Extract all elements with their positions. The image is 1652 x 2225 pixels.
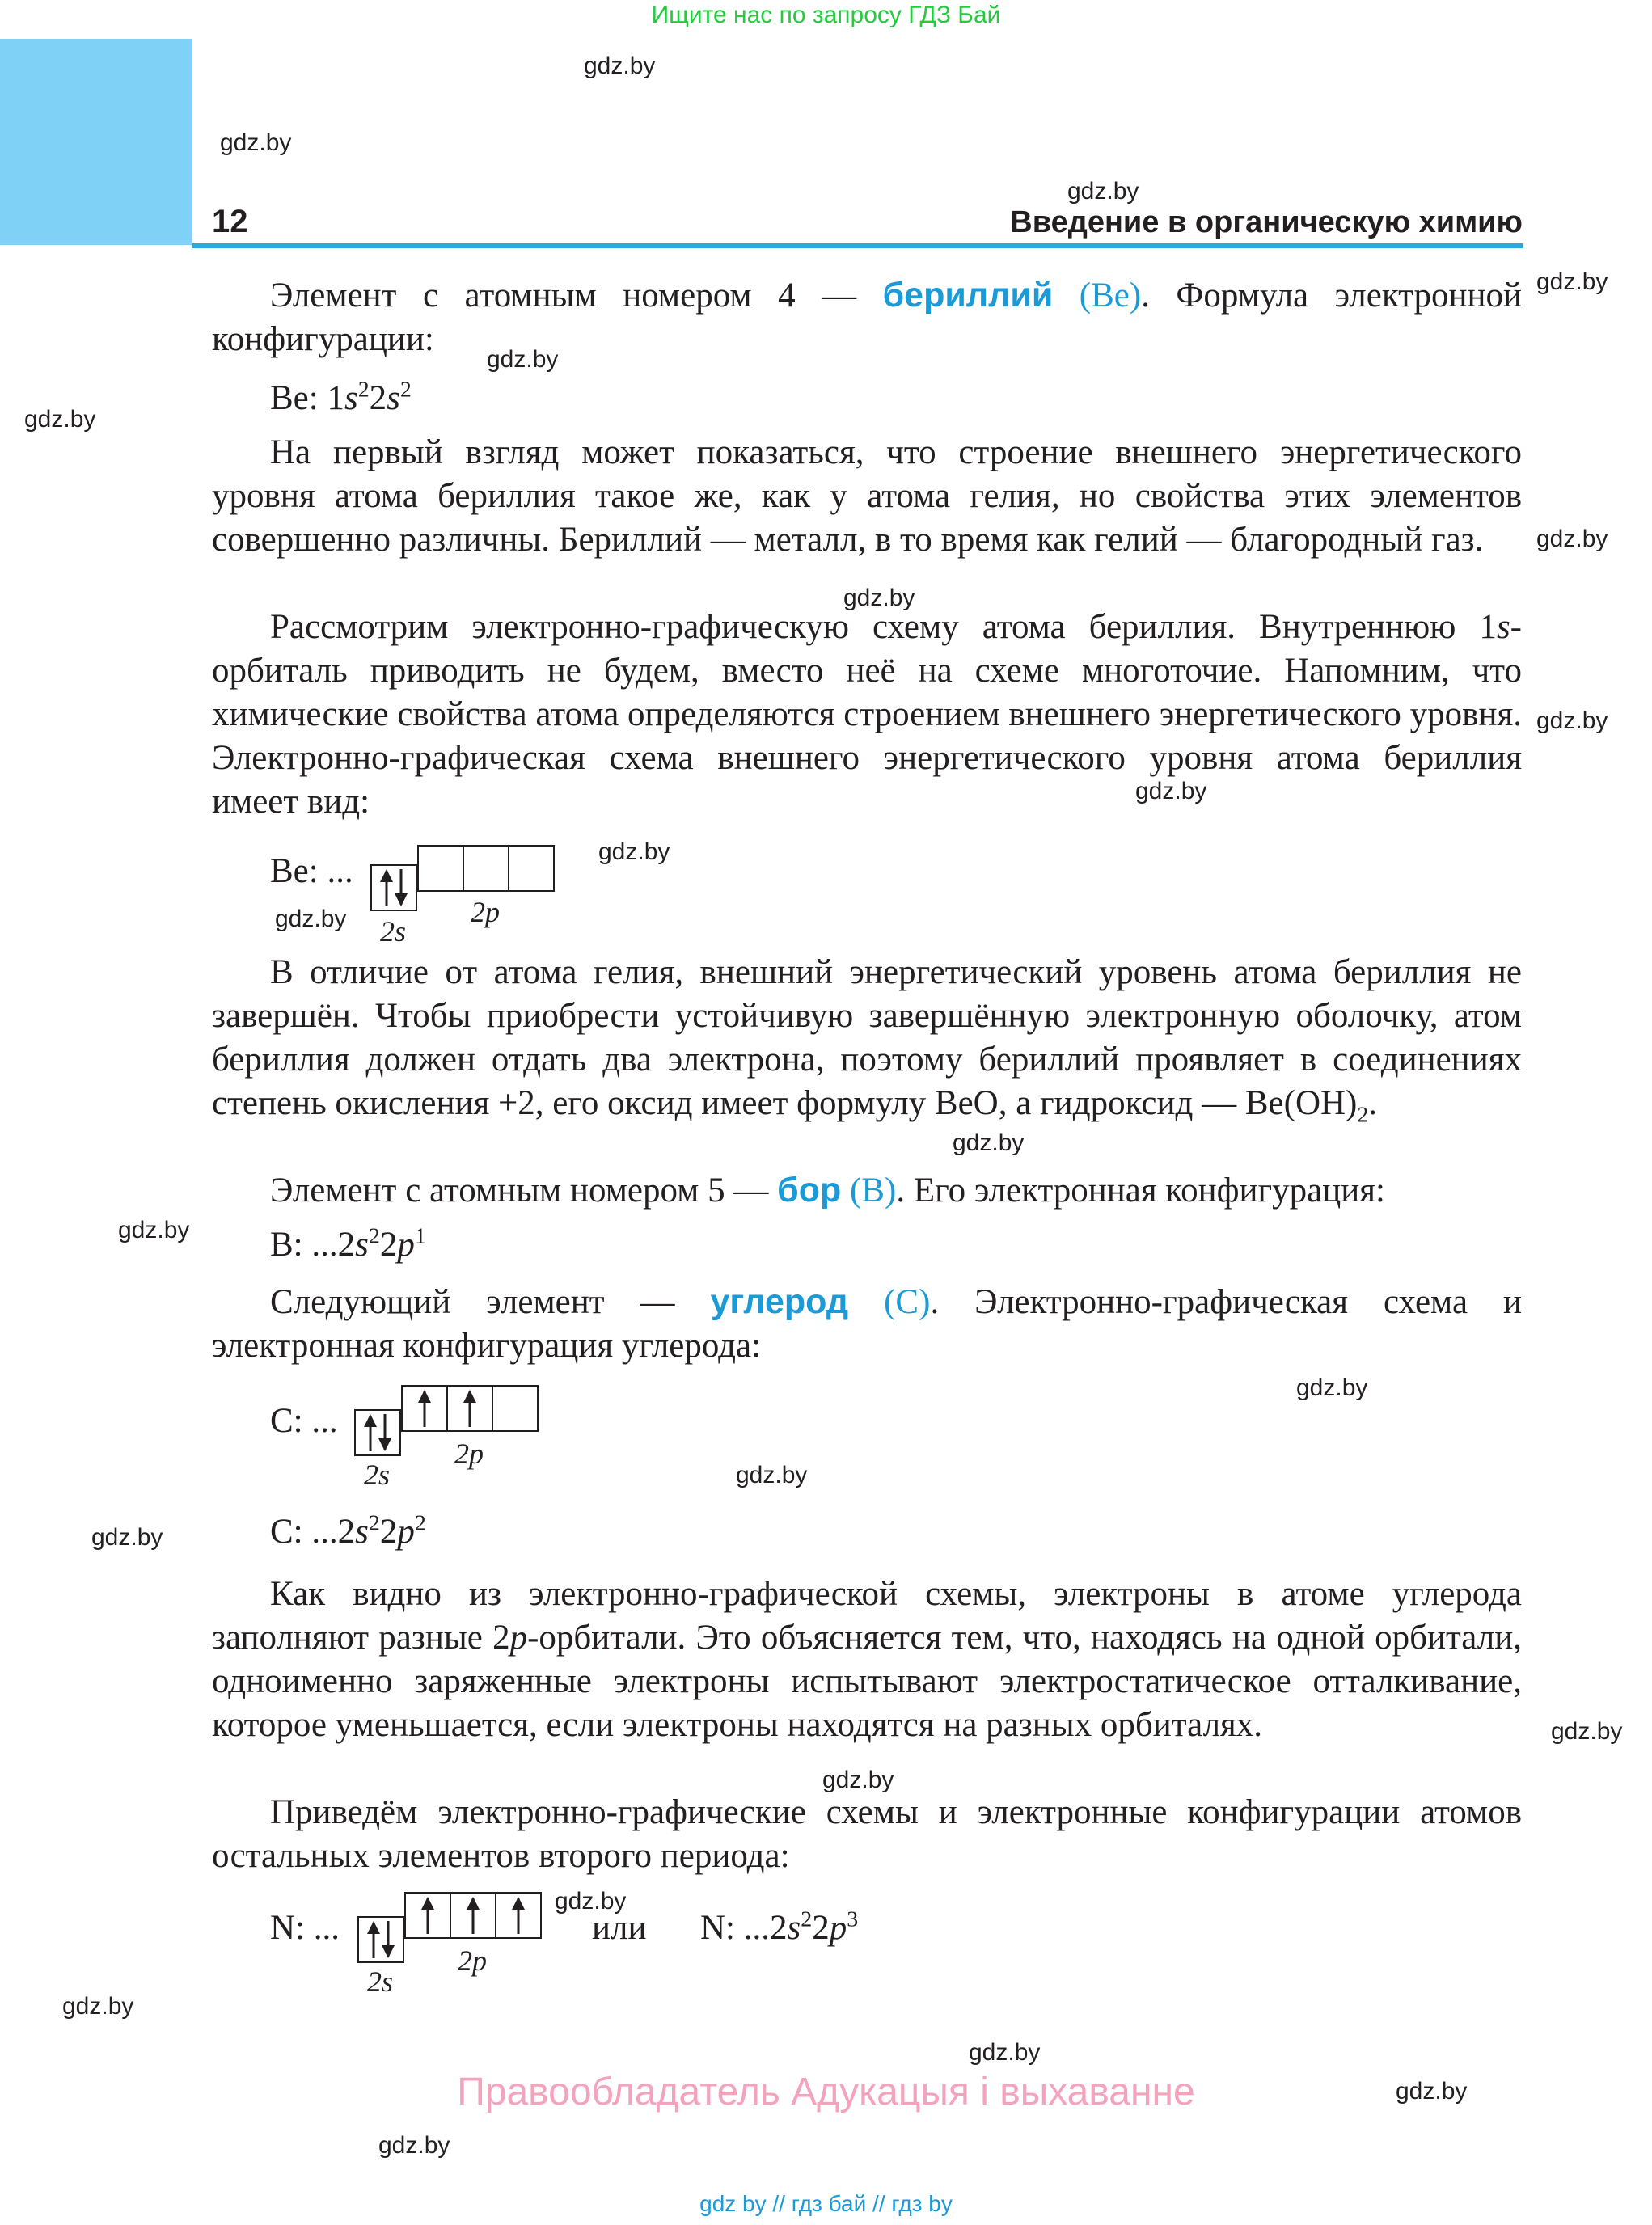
watermark: gdz.by — [62, 1993, 134, 2020]
orbital-diagram-c — [270, 1385, 594, 1490]
watermark: gdz.by — [843, 585, 915, 611]
paragraph: Как видно из электронно-графической схемы, электроны в атоме углерода заполняют разные 2p-орбитали. Это объясняется тем, что, находясь на одной орбитали, одноименно заряженные электроны испытывают электростатическое отталкивание, которое уменьшается, если электроны находятся на разных орбиталях. — [212, 1575, 1522, 1744]
copyright-owner: Правообладатель Адукацыя і выхаванне — [457, 2071, 1195, 2113]
watermark: gdz.by — [91, 1524, 163, 1551]
formula-c: C: $...2s^22p^2$ — [270, 1510, 426, 1551]
watermark: gdz.by — [378, 2132, 450, 2159]
watermark: gdz.by — [275, 906, 347, 932]
orbital-2s-box — [357, 1916, 404, 1963]
paragraph: Следующий элемент — углерод (C). Электронно-графическая схема и электронная конфигурация углерода: — [212, 1282, 1522, 1365]
paired-electrons-icon — [372, 866, 416, 910]
paragraph: В отличие от атома гелия, внешний энергетический уровень атома бериллия не завершён. Чтобы приобрести устойчивую завершённую электронную оболочку, атом бериллия должен отдать два электрона, поэтому бериллий проявляет в соединениях степень окисления +2, его оксид имеет формулу BeO, а гидроксид — $Be(OH)_2$. — [212, 953, 1522, 1128]
watermark: gdz.by — [1551, 1718, 1623, 1745]
keyword-beryllium: бериллий — [882, 276, 1054, 315]
paragraph: Приведём электронно-графические схемы и электронные конфигурации атомов остальных элементов второго периода: — [212, 1793, 1522, 1875]
diagram-label: Be: ... — [270, 852, 353, 890]
page-title: Введение в органическую химию — [1010, 205, 1523, 239]
watermark: gdz.by — [220, 129, 292, 156]
orbital-2p-label: 2p — [458, 1944, 487, 1977]
paired-electrons-icon — [359, 1918, 403, 1961]
up-electron-icon — [403, 1387, 446, 1430]
watermark: gdz.by — [1296, 1374, 1368, 1401]
orbital-2p-label: 2p — [471, 896, 500, 928]
watermark: gdz.by — [969, 2039, 1041, 2066]
or-word: или — [592, 1909, 647, 1947]
up-electron-icon — [496, 1894, 540, 1937]
orbital-2p-box — [508, 845, 555, 892]
watermark: gdz.by — [736, 1462, 808, 1488]
header-rule — [192, 243, 1523, 248]
keyword-carbon: углерод — [710, 1282, 849, 1321]
up-electron-icon — [406, 1894, 450, 1937]
watermark: gdz.by — [555, 1888, 627, 1915]
formula-n: N: $...2s^22p^3$ — [700, 1906, 859, 1947]
orbital-2p-box — [463, 845, 509, 892]
page-corner-tab — [0, 39, 192, 245]
orbital-2p-box — [401, 1385, 448, 1432]
footer-links[interactable]: gdz by // гдз бай // гдз by — [699, 2191, 953, 2216]
up-electron-icon — [451, 1894, 495, 1937]
watermark: gdz.by — [584, 53, 656, 79]
paragraph: Рассмотрим электронно-графическую схему атома бериллия. Внутреннюю 1s-орбиталь приводить не будем, вместо неё на схеме многоточие. Напомним, что химические свойства атома определяются строением внешнего энергетического уровня. Электронно-графическая схема внешнего энергетического уровня атома бериллия имеет вид: — [212, 608, 1522, 821]
formula-b: B: $...2s^22p^1$ — [270, 1223, 426, 1264]
orbital-diagram-be — [270, 845, 594, 950]
top-search-note: Ищите нас по запросу ГДЗ Бай — [651, 2, 1001, 28]
watermark: gdz.by — [1135, 778, 1207, 804]
orbital-2s-label: 2s — [380, 915, 407, 948]
orbital-diagram-n — [270, 1892, 998, 1997]
watermark: gdz.by — [118, 1217, 190, 1243]
orbital-2p-box — [495, 1892, 542, 1939]
diagram-label: N: ... — [270, 1909, 340, 1947]
watermark: gdz.by — [1536, 707, 1608, 734]
orbital-2p-box — [492, 1385, 539, 1432]
orbital-2p-box — [446, 1385, 493, 1432]
orbital-2s-box — [370, 864, 417, 911]
watermark: gdz.by — [598, 838, 670, 865]
orbital-2p-label: 2p — [454, 1438, 484, 1470]
watermark: gdz.by — [1536, 268, 1608, 295]
watermark: gdz.by — [1396, 2078, 1468, 2105]
diagram-label: C: ... — [270, 1402, 338, 1440]
watermark: gdz.by — [1067, 178, 1139, 205]
orbital-2p-box — [404, 1892, 451, 1939]
orbital-2s-box — [354, 1409, 401, 1456]
keyword-boron: бор — [777, 1171, 842, 1210]
watermark: gdz.by — [1536, 526, 1608, 552]
formula-be: Be: $1s^22s^2$ — [270, 377, 412, 417]
paragraph: Элемент с атомным номером 5 — бор (B). Его электронная конфигурация: — [270, 1171, 1385, 1210]
watermark: gdz.by — [24, 406, 96, 433]
orbital-2s-label: 2s — [364, 1459, 391, 1491]
orbital-2s-label: 2s — [367, 1965, 394, 1998]
watermark: gdz.by — [953, 1129, 1025, 1156]
orbital-2p-box — [450, 1892, 496, 1939]
paired-electrons-icon — [356, 1411, 399, 1454]
paragraph: Элемент с атомным номером 4 — бериллий (Be). Формула электронной конфигурации: — [212, 276, 1523, 358]
watermark: gdz.by — [822, 1767, 894, 1793]
watermark: gdz.by — [487, 346, 559, 373]
orbital-2p-box — [417, 845, 464, 892]
up-electron-icon — [448, 1387, 492, 1430]
page-number: 12 — [212, 204, 248, 239]
paragraph: На первый взгляд может показаться, что строение внешнего энергетического уровня атома бериллия такое же, как у атома гелия, но свойства этих элементов совершенно различны. Бериллий — металл, в то время как гелий — благородный газ. — [212, 433, 1522, 559]
